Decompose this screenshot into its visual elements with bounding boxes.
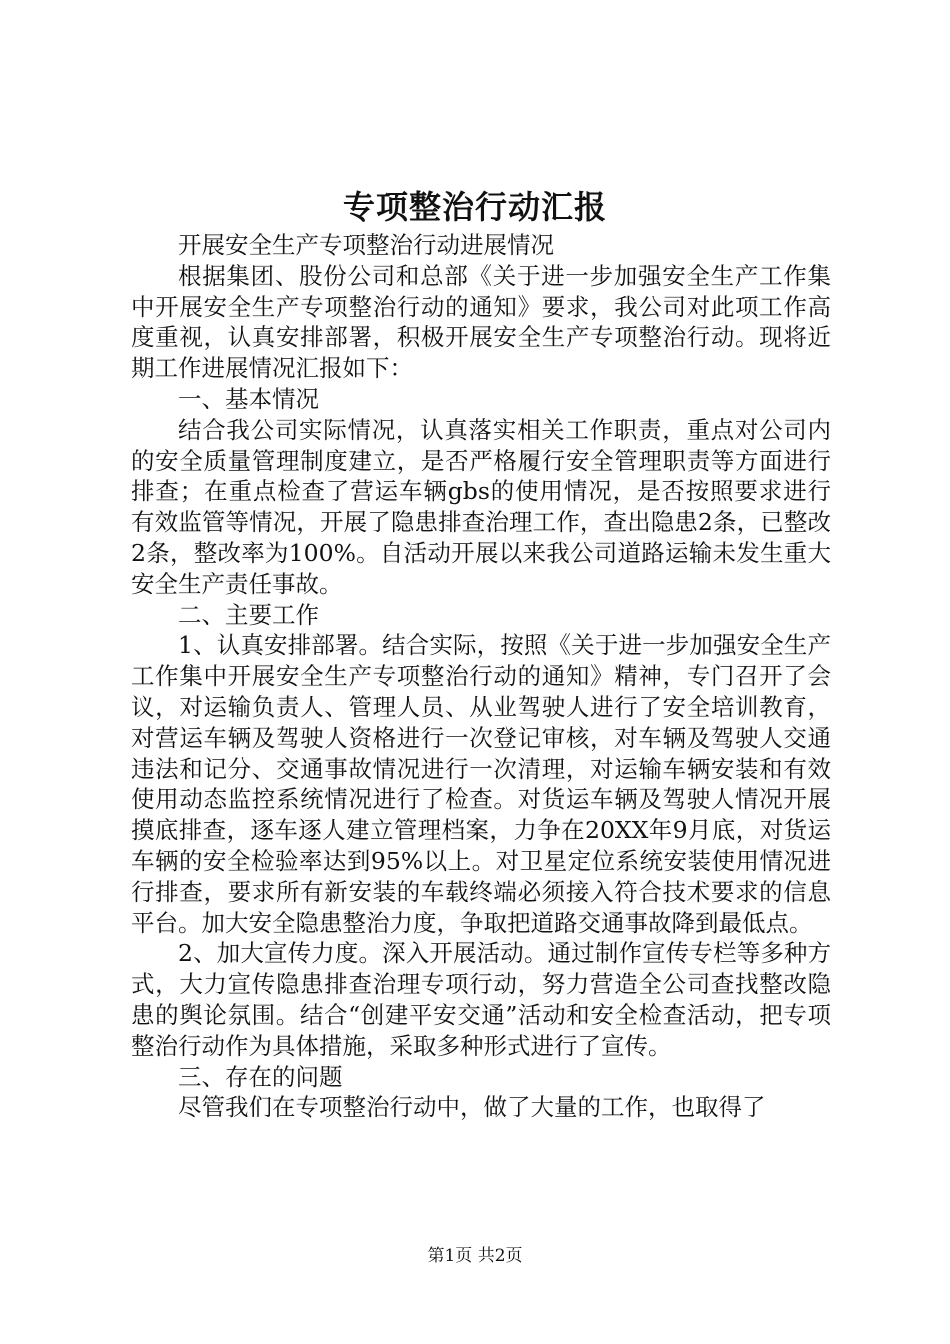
subtitle-paragraph: 开展安全生产专项整治行动进展情况 bbox=[178, 231, 554, 259]
problems-paragraph: 尽管我们在专项整治行动中，做了大量的工作，也取得了 bbox=[178, 1093, 766, 1122]
main-work-item-2: 2、加大宣传力度。深入开展活动。通过制作宣传专栏等多种方式，大力宣传隐患排查治理专项行动，努力营造全公司查找整改隐患的舆论氛围。结合“创建平安交通”活动和安全检查活动，把专项整治行动作为具体措施，采取多种形式进行了宣传。 bbox=[131, 939, 831, 1060]
document-body bbox=[131, 230, 831, 1123]
main-work-item-1: 1、认真安排部署。结合实际，按照《关于进一步加强安全生产工作集中开展安全生产专项整治行动的通知》精神，专门召开了会议，对运输负责人、管理人员、从业驾驶人进行了安全培训教育，对营运车辆及驾驶人资格进行一次登记审核，对车辆及驾驶人交通违法和记分、交通事故情况进行一次清理，对运输车辆安装和有效使用动态监控系统情况进行了检查。对货运车辆及驾驶人情况开展摸底排查，逐车逐人建立管理档案，力争在20XX年9月底，对货运车辆的安全检验率达到95%以上。对卫星定位系统安装使用情况进行排查，要求所有新安装的车载终端必须接入符合技术要求的信息平台。加大安全隐患整治力度，争取把道路交通事故降到最低点。 bbox=[131, 631, 831, 937]
basic-situation-paragraph: 结合我公司实际情况，认真落实相关工作职责，重点对公司内的安全质量管理制度建立，是否严格履行安全管理职责等方面进行排查；在重点检查了营运车辆gbs的使用情况，是否按照要求进行有效监管等情况，开展了隐患排查治理工作，查出隐患2条，已整改2条，整改率为100%。自活动开展以来我公司道路运输未发生重大安全生产责任事故。 bbox=[131, 415, 831, 598]
page-number-footer: 第1页 共2页 bbox=[427, 1246, 523, 1266]
document-title: 专项整治行动汇报 bbox=[342, 188, 607, 226]
intro-paragraph: 根据集团、股份公司和总部《关于进一步加强安全生产工作集中开展安全生产专项整治行动的通知》要求，我公司对此项工作高度重视，认真安排部署，积极开展安全生产专项整治行动。现将近期工作进展情况汇报如下： bbox=[131, 261, 831, 383]
section-heading-problems: 三、存在的问题 bbox=[178, 1062, 343, 1091]
section-heading-main-work: 二、主要工作 bbox=[178, 600, 319, 629]
section-heading-basic: 一、基本情况 bbox=[178, 384, 319, 413]
